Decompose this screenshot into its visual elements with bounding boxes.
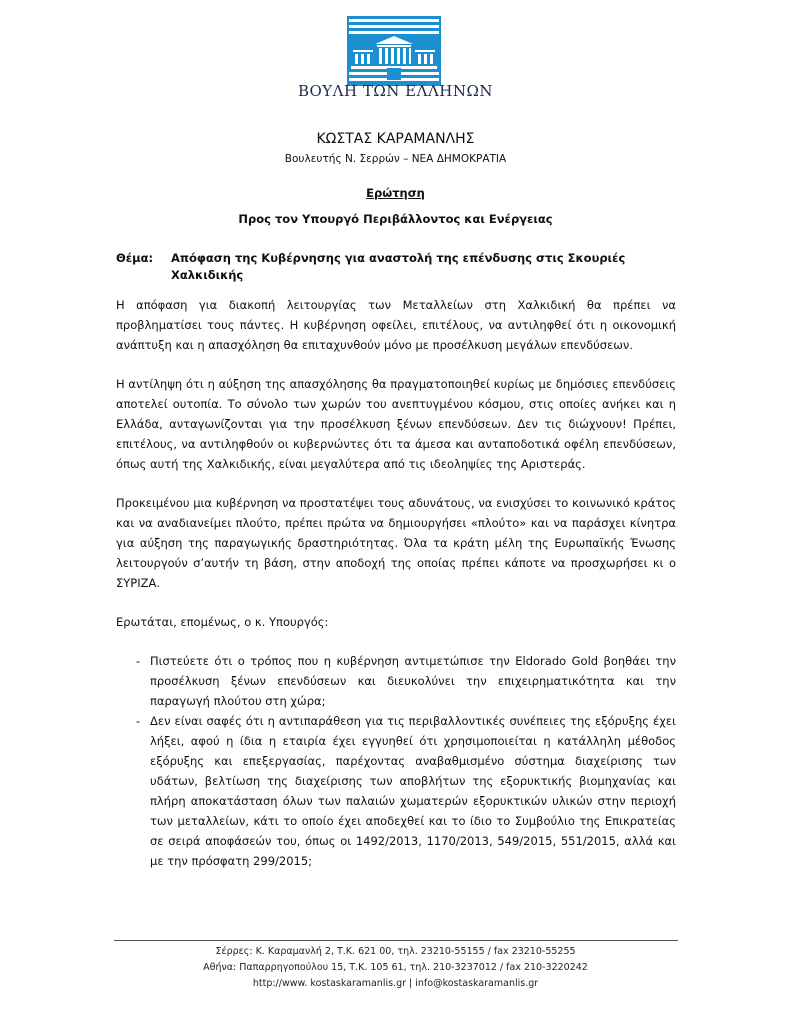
bullet-dash: - [136,714,141,728]
question-text: Δεν είναι σαφές ότι η αντιπαράθεση για τις περιβαλλοντικές συνέπειες της εξόρυξης έχει λήξει, αφού η ίδια η εταιρία έχει εγγυηθεί ότι χρησιμοποιείται η κατάλληλη μέθοδος εξόρυξης και επεξεργασίας, παρέχοντας αναβαθμισμένο σύστημα διαχείρισης των υδάτων, βελτίωση της διαχείρισης των αποβλήτων της εξορυκτικής βιομηχανίας και πλήρη αποκατάσταση όλων των παλαιών χωματερών εξορυκτικών υλικών στην περιοχή των μεταλλείων, κάτι το οποίο έχει αποδεχθεί και το ίδιο το Συμβούλιο της Επικρατείας σε σειρά αποφάσεών του, όπως οι 1492/2013, 1170/2013, 549/2015, 551/2015, αλλά και με την πρόσφατη 299/2015; [150,714,676,868]
footer-athens-address: Αθήνα: Παπαρρηγοπούλου 15, Τ.Κ. 105 61, τηλ. 210-3237012 / fax 210-3220242 [203,962,588,973]
subject-block [116,250,676,284]
subject-text: Απόφαση της Κυβέρνησης για αναστολή της επένδυσης στις Σκουριές Χαλκιδικής [171,251,626,282]
paragraph: Η απόφαση για διακοπή λειτουργίας των Μεταλλείων στη Χαλκιδική θα πρέπει να προβληματίσει τους πάντες. Η κυβέρνηση οφείλει, επιτέλους, να αντιληφθεί ότι η οικονομική ανάπτυξη και η απασχόληση θα επιταχυνθούν μόνο με προσέλκυση μεγάλων επενδύσεων. [116,298,676,352]
footer-divider [114,940,678,941]
document-body [116,295,676,871]
question-item [116,651,676,711]
recipient-line: Προς τον Υπουργό Περιβάλλοντος και Ενέργειας [238,212,553,226]
hellenic-parliament-building-icon [347,16,441,86]
question-item [116,711,676,871]
paragraph: Προκειμένου μια κυβέρνηση να προστατέψει τους αδυνάτους, να ενισχύσει το κοινωνικό κράτος και να αναδιανείμει πλούτο, πρέπει πρώτα να δημιουργήσει «πλούτο» και να παράσχει κίνητρα για αύξηση της παραγωγικής δραστηριότητας. Όλα τα κράτη μέλη της Ευρωπαϊκής Ένωσης λειτουργούν σ’αυτήν τη βάση, στην αποδοχή της οποίας πρέπει κάποτε να προσχωρήσει κι ο ΣΥΡΙΖΑ. [116,496,676,590]
question-list [116,651,676,871]
question-text: Πιστεύετε ότι ο τρόπος που η κυβέρνηση αντιμετώπισε την Eldorado Gold βοηθάει την προσέλκυση ξένων επενδύσεων και διευκολύνει την επιχειρηματικότητα και την παραγωγή πλούτου στη χώρα; [150,654,676,708]
footer-web-contact: http://www. kostaskaramanlis.gr | info@kostaskaramanlis.gr [252,978,539,989]
footer-serres-address: Σέρρες: Κ. Καραμανλή 2, Τ.Κ. 621 00, τηλ. 23210-55155 / fax 23210-55255 [215,946,576,957]
subject-label: Θέμα: [116,251,154,265]
author-role: Βουλευτής Ν. Σερρών – ΝΕΑ ΔΗΜΟΚΡΑΤΙΑ [284,153,507,165]
paragraph: Η αντίληψη ότι η αύξηση της απασχόλησης θα πραγματοποιηθεί κυρίως με δημόσιες επενδύσεις αποτελεί ουτοπία. Το σύνολο των χωρών του ανεπτυγμένου κόσμου, στις οποίες ανήκει και η Ελλάδα, ανταγωνίζονται για την προσέλκυση ξένων επενδύσεων. Δεν τις διώχνουν! Πρέπει, επιτέλους, να αντιληφθούν οι κυβερνώντες ότι τα άμεσα και ανταποδοτικά οφέλη επενδύσεων, όπως αυτή της Χαλκιδικής, είναι μεγαλύτερα από τις ιδεοληψίες της Αριστεράς. [116,377,676,471]
paragraph: Ερωτάται, επομένως, ο κ. Υπουργός: [116,615,329,629]
author-name: ΚΩΣΤΑΣ ΚΑΡΑΜΑΝΛΗΣ [316,131,475,147]
document-heading: Ερώτηση [366,186,425,200]
parliament-name: ΒΟΥΛΗ ΤΩΝ ΕΛΛΗΝΩΝ [297,82,494,100]
bullet-dash: - [136,654,141,668]
